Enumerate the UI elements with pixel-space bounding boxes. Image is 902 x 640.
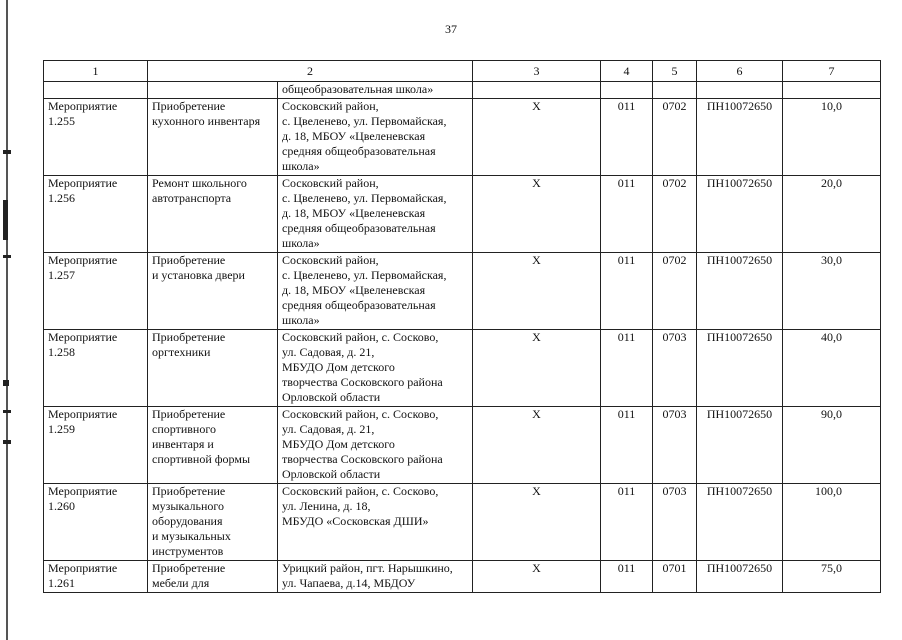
col3-cell [473,253,601,330]
col4-cell [601,561,653,593]
col7-cell-text: 100,0 [815,484,842,498]
col7-cell-text: 30,0 [821,253,842,267]
item-name-cell [148,253,278,330]
item-name-cell [148,484,278,561]
scan-edge-line [6,0,8,640]
col6-cell-text: ПН10072650 [706,253,773,267]
location-cell-text: Сосковский район, с. Цвеленево, ул. Первомайская, д. 18, МБОУ «Цвеленевская средняя общеобразовательная школа» [282,176,447,250]
location-cell-text: Сосковский район, с. Цвеленево, ул. Первомайская, д. 18, МБОУ «Цвеленевская средняя общеобразовательная школа» [282,253,447,327]
location-cell [278,407,473,484]
col4-cell-text: 011 [617,330,636,344]
col7-cell [783,484,881,561]
col5-cell [653,561,697,593]
empty-cell [653,82,697,99]
item-number-cell-text: Мероприятие 1.256 [48,176,118,205]
continuation-text: общеобразовательная школа» [278,82,473,99]
col4-cell [601,484,653,561]
col7-cell [783,407,881,484]
col7-cell-text: 10,0 [821,99,842,113]
item-number-cell [44,484,148,561]
col5-cell-text: 0703 [662,407,687,421]
item-number-cell-text: Мероприятие 1.258 [48,330,118,359]
empty-cell [473,82,601,99]
col3-cell-text: Х [532,561,541,575]
col4-cell-text: 011 [617,176,636,190]
col7-cell [783,99,881,176]
location-cell [278,176,473,253]
col6-cell-text: ПН10072650 [706,484,773,498]
col3-cell [473,330,601,407]
scan-mark [3,150,11,154]
col5-cell-text: 0702 [662,99,687,113]
item-name-cell-text: Приобретение оргтехники [152,330,226,359]
col6-cell [697,330,783,407]
col5-cell-text: 0702 [662,253,687,267]
location-cell [278,99,473,176]
col4-cell-text: 011 [617,561,636,575]
header-cell: 4 [601,61,653,82]
header-cell: 1 [44,61,148,82]
location-cell [278,330,473,407]
col4-cell [601,99,653,176]
col6-cell-text: ПН10072650 [706,176,773,190]
item-number-cell-text: Мероприятие 1.259 [48,407,118,436]
col4-cell-text: 011 [617,484,636,498]
col3-cell [473,99,601,176]
location-cell [278,561,473,593]
col6-cell-text: ПН10072650 [706,407,773,421]
table-row [44,484,881,561]
col5-cell [653,176,697,253]
item-name-cell [148,176,278,253]
col7-cell-text: 40,0 [821,330,842,344]
item-number-cell-text: Мероприятие 1.257 [48,253,118,282]
item-number-cell [44,99,148,176]
col3-cell-text: Х [532,176,541,190]
col7-cell-text: 75,0 [821,561,842,575]
location-cell [278,484,473,561]
location-cell-text: Сосковский район, с. Сосково, ул. Садовая, д. 21, МБУДО Дом детского творчества Сосковского района Орловской области [282,407,443,481]
item-number-cell-text: Мероприятие 1.260 [48,484,118,513]
col3-cell-text: Х [532,484,541,498]
col6-cell-text: ПН10072650 [706,561,773,575]
item-number-cell [44,407,148,484]
col7-cell [783,176,881,253]
col3-cell-text: Х [532,330,541,344]
header-cell: 2 [148,61,473,82]
col3-cell-text: Х [532,253,541,267]
col4-cell-text: 011 [617,407,636,421]
item-name-cell [148,407,278,484]
col4-cell-text: 011 [617,253,636,267]
col5-cell-text: 0703 [662,330,687,344]
scan-mark [3,380,9,386]
col6-cell-text: ПН10072650 [706,330,773,344]
col5-cell [653,330,697,407]
table-row [44,99,881,176]
col3-cell [473,484,601,561]
col4-cell [601,330,653,407]
empty-cell [697,82,783,99]
item-number-cell [44,253,148,330]
item-name-cell-text: Приобретение мебели для [152,561,226,590]
col7-cell [783,253,881,330]
location-cell [278,253,473,330]
empty-cell [783,82,881,99]
col7-cell-text: 20,0 [821,176,842,190]
item-name-cell [148,330,278,407]
scan-mark [3,410,11,413]
col3-cell-text: Х [532,99,541,113]
item-name-cell-text: Приобретение спортивного инвентаря и спортивной формы [152,407,251,466]
col5-cell [653,407,697,484]
item-number-cell-text: Мероприятие 1.261 [48,561,118,590]
item-name-cell-text: Приобретение кухонного инвентаря [152,99,261,128]
col4-cell-text: 011 [617,99,636,113]
col3-cell [473,561,601,593]
header-cell: 3 [473,61,601,82]
header-row [44,61,881,82]
scan-left-edge [0,0,16,640]
table-row [44,561,881,593]
col5-cell [653,484,697,561]
continuation-row [44,82,881,99]
col5-cell [653,253,697,330]
location-cell-text: Урицкий район, пгт. Нарышкино, ул. Чапаева, д.14, МБДОУ [282,561,453,590]
item-name-cell-text: Приобретение и установка двери [152,253,245,282]
col7-cell-text: 90,0 [821,407,842,421]
header-cell: 7 [783,61,881,82]
table-row [44,176,881,253]
col7-cell [783,561,881,593]
col5-cell [653,99,697,176]
col6-cell [697,176,783,253]
scan-mark [3,200,8,240]
col6-cell [697,407,783,484]
header-cell: 5 [653,61,697,82]
col4-cell [601,253,653,330]
header-cell: 6 [697,61,783,82]
col6-cell [697,484,783,561]
col5-cell-text: 0703 [662,484,687,498]
item-name-cell-text: Ремонт школьного автотранспорта [152,176,247,205]
location-cell-text: Сосковский район, с. Сосково, ул. Садовая, д. 21, МБУДО Дом детского творчества Сосковского района Орловской области [282,330,443,404]
col6-cell [697,99,783,176]
page-number: 37 [445,22,457,36]
col6-cell [697,561,783,593]
item-number-cell [44,176,148,253]
col7-cell [783,330,881,407]
col3-cell-text: Х [532,407,541,421]
col3-cell [473,176,601,253]
item-name-cell-text: Приобретение музыкального оборудования и музыкальных инструментов [152,484,231,558]
col6-cell [697,253,783,330]
col3-cell [473,407,601,484]
col4-cell [601,176,653,253]
item-number-cell [44,561,148,593]
table-row [44,253,881,330]
col5-cell-text: 0702 [662,176,687,190]
location-cell-text: Сосковский район, с. Сосково, ул. Ленина, д. 18, МБУДО «Сосковская ДШИ» [282,484,439,528]
empty-cell [148,82,278,99]
item-number-cell [44,330,148,407]
empty-cell [44,82,148,99]
item-name-cell [148,99,278,176]
item-name-cell [148,561,278,593]
item-number-cell-text: Мероприятие 1.255 [48,99,118,128]
col4-cell [601,407,653,484]
empty-cell [601,82,653,99]
col6-cell-text: ПН10072650 [706,99,773,113]
budget-table [43,60,881,593]
scan-mark [3,440,11,444]
location-cell-text: Сосковский район, с. Цвеленево, ул. Первомайская, д. 18, МБОУ «Цвеленевская средняя общеобразовательная школа» [282,99,447,173]
table-row [44,330,881,407]
col5-cell-text: 0701 [662,561,687,575]
scan-mark [3,255,11,258]
table-row [44,407,881,484]
